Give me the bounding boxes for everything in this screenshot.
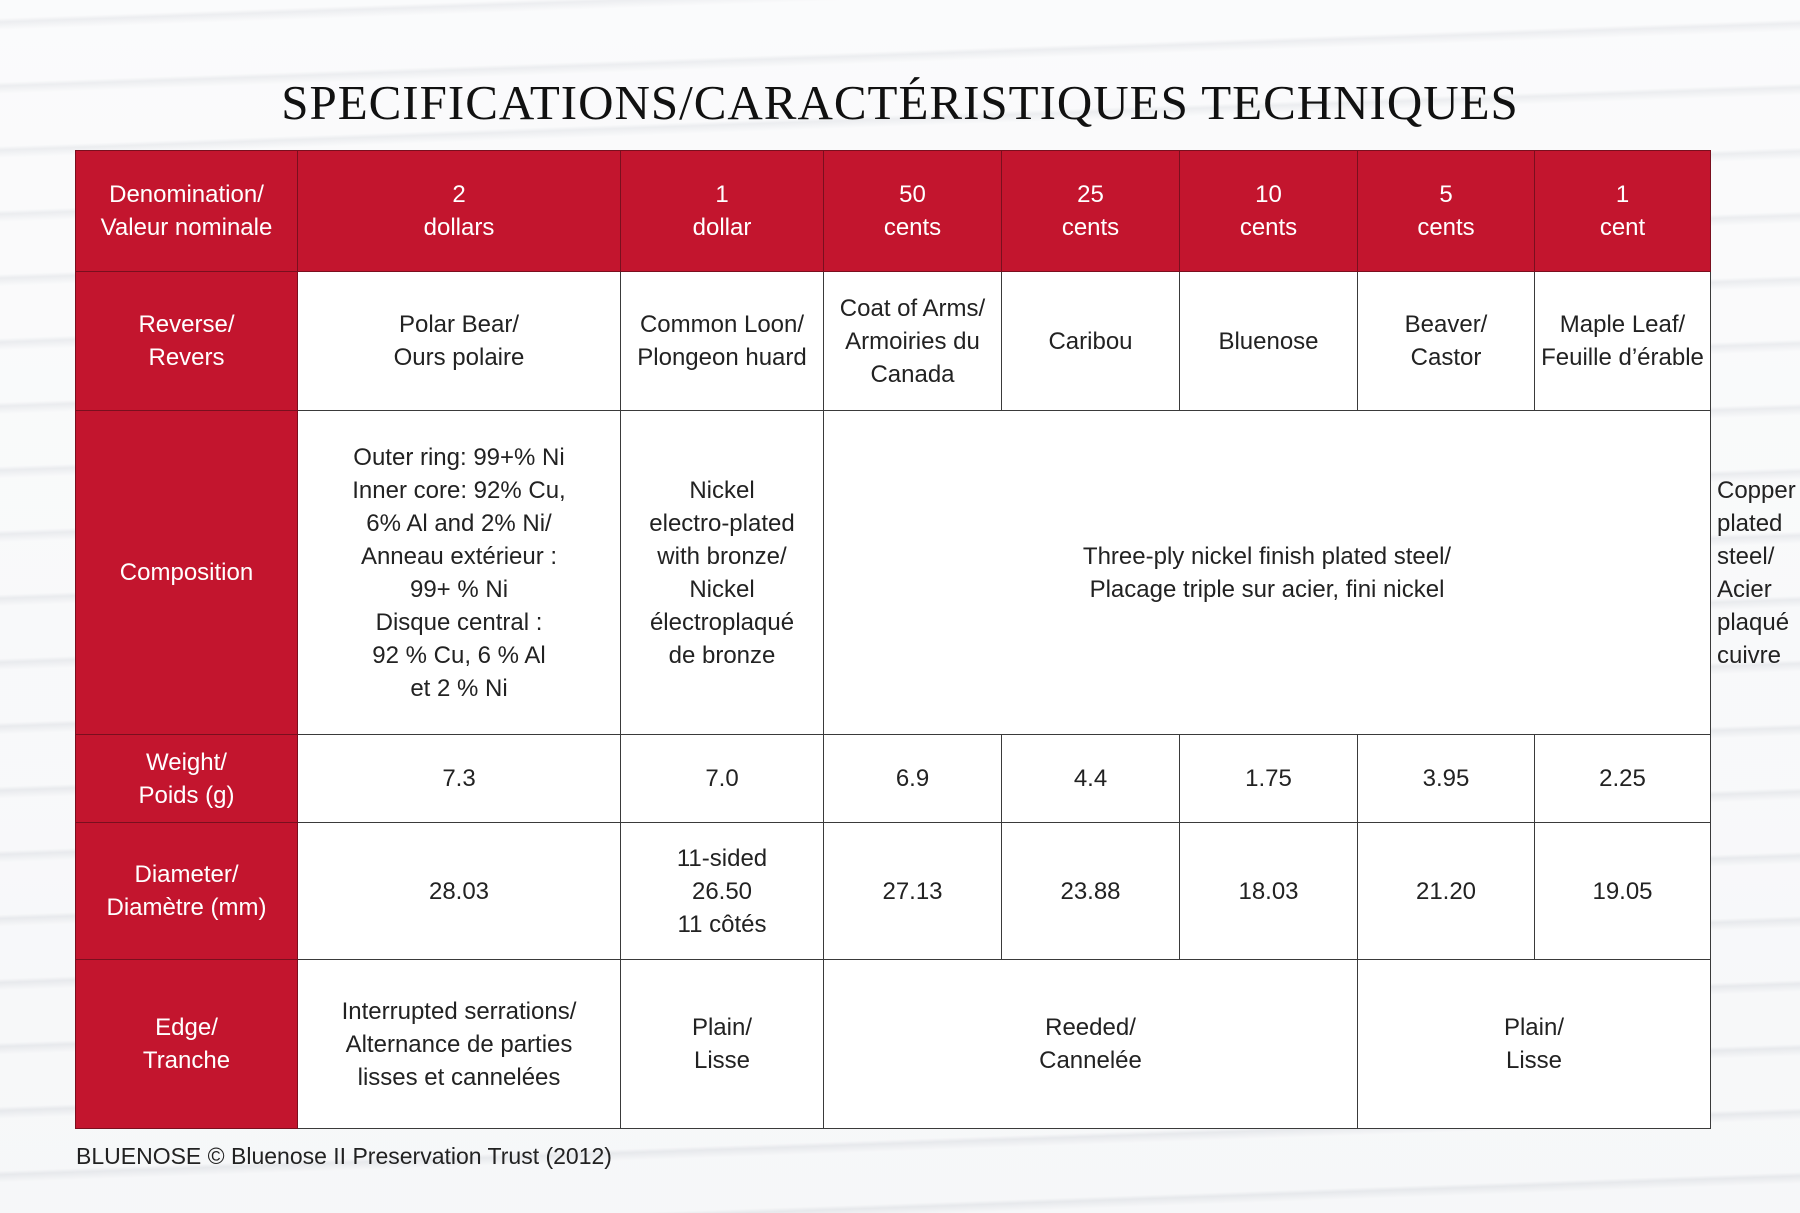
reverse-row <box>76 272 1711 411</box>
edge-row <box>76 960 1711 1129</box>
denomination-cell: 50 cents <box>824 151 1002 272</box>
weight-label: Weight/ Poids (g) <box>76 735 298 823</box>
diameter-row <box>76 823 1711 960</box>
weight-row <box>76 735 1711 823</box>
edge-cell-2-dollars: Interrupted serrations/ Alternance de parties lisses et cannelées <box>298 960 621 1129</box>
edge-label: Edge/ Tranche <box>76 960 298 1129</box>
diameter-cell: 19.05 <box>1535 823 1711 960</box>
diameter-cell: 27.13 <box>824 823 1002 960</box>
reverse-cell: Polar Bear/ Ours polaire <box>298 272 621 411</box>
denomination-cell: 5 cents <box>1358 151 1535 272</box>
reverse-cell: Maple Leaf/ Feuille d’érable <box>1535 272 1711 411</box>
weight-cell: 2.25 <box>1535 735 1711 823</box>
composition-label: Composition <box>76 411 298 735</box>
denomination-cell: 10 cents <box>1180 151 1358 272</box>
copyright-footer: BLUENOSE © Bluenose II Preservation Trust (2012) <box>76 1143 612 1169</box>
reverse-cell: Caribou <box>1002 272 1180 411</box>
denomination-cell: 2 dollars <box>298 151 621 272</box>
weight-cell: 7.3 <box>298 735 621 823</box>
reverse-cell: Coat of Arms/ Armoiries du Canada <box>824 272 1002 411</box>
composition-row: Composition Outer ring: 99+% Ni Inner core: 92% Cu, 6% Al and 2% Ni/ Anneau extérieur : 99+ % Ni Disque central : 92 % Cu, 6 % Al et 2 % Ni Nickel electro-plated with bronze/ Nickel électroplaqué de bronze Three-ply nickel finish plated steel/ Placage triple sur acier, fini nickel Copper plated steel/ Acier plaqué cuivre <box>76 411 1711 735</box>
denomination-cell: 1 cent <box>1535 151 1711 272</box>
denomination-row <box>76 151 1711 272</box>
denomination-cell: 1 dollar <box>621 151 824 272</box>
specifications-table <box>75 150 1796 1129</box>
weight-cell: 6.9 <box>824 735 1002 823</box>
diameter-cell: 18.03 <box>1180 823 1358 960</box>
diameter-cell: 23.88 <box>1002 823 1180 960</box>
diameter-label: Diameter/ Diamètre (mm) <box>76 823 298 960</box>
denomination-label: Denomination/ Valeur nominale <box>76 151 298 272</box>
edge-cell-5-to-1-cent: Plain/ Lisse <box>1358 960 1711 1129</box>
reverse-cell: Beaver/ Castor <box>1358 272 1535 411</box>
denomination-cell: 25 cents <box>1002 151 1180 272</box>
diameter-cell: 28.03 <box>298 823 621 960</box>
diameter-cell: 21.20 <box>1358 823 1535 960</box>
reverse-label: Reverse/ Revers <box>76 272 298 411</box>
weight-cell: 7.0 <box>621 735 824 823</box>
reverse-cell: Common Loon/ Plongeon huard <box>621 272 824 411</box>
edge-cell-1-dollar: Plain/ Lisse <box>621 960 824 1129</box>
page-title: SPECIFICATIONS/CARACTÉRISTIQUES TECHNIQUES <box>281 75 1519 130</box>
reverse-cell: Bluenose <box>1180 272 1358 411</box>
diameter-cell: 11-sided 26.50 11 côtés <box>621 823 824 960</box>
weight-cell: 4.4 <box>1002 735 1180 823</box>
composition-cell-50-to-5-cents: Three-ply nickel finish plated steel/ Placage triple sur acier, fini nickel <box>824 411 1711 735</box>
composition-cell-2-dollars: Outer ring: 99+% Ni Inner core: 92% Cu, 6% Al and 2% Ni/ Anneau extérieur : 99+ % Ni Disque central : 92 % Cu, 6 % Al et 2 % Ni <box>298 411 621 735</box>
weight-cell: 3.95 <box>1358 735 1535 823</box>
composition-cell-1-dollar: Nickel electro-plated with bronze/ Nickel électroplaqué de bronze <box>621 411 824 735</box>
edge-cell-50-to-10-cents: Reeded/ Cannelée <box>824 960 1358 1129</box>
weight-cell: 1.75 <box>1180 735 1358 823</box>
